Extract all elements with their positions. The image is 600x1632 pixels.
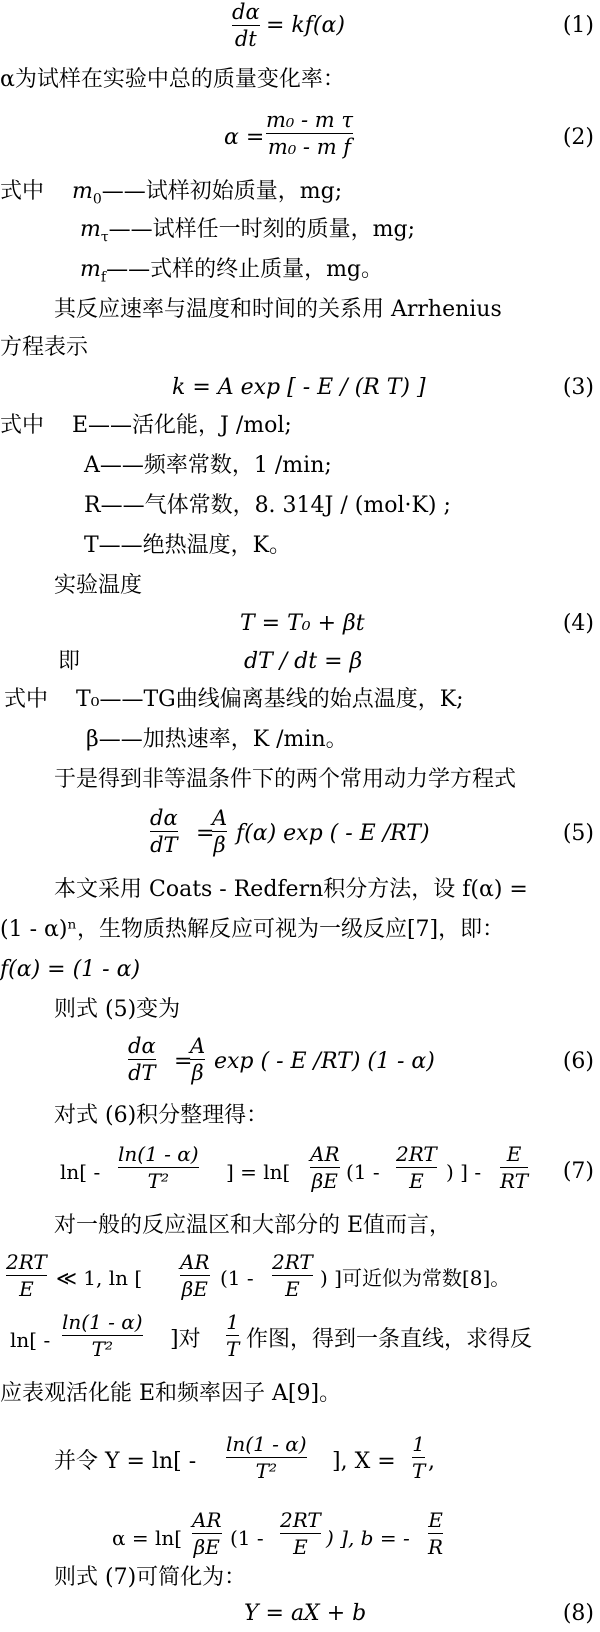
eq3: k = A exp [ - E / (R T) ] [172, 375, 426, 400]
gen-part-a: ≪ 1, ln [ [56, 1266, 143, 1290]
eq5-frac2: A β [212, 806, 228, 857]
eq6-equals: = [174, 1049, 193, 1074]
eq4b-lead: 即 [58, 649, 81, 674]
simplify-label: 则式 (7)可简化为： [54, 1565, 247, 1590]
plot-part-b: ]对 [170, 1327, 201, 1352]
eq1-fraction: dα dt [232, 0, 260, 51]
eq5-equals: = [196, 821, 215, 846]
eq6-number: (6) [562, 1049, 594, 1074]
eq1-number: (1) [562, 13, 594, 38]
gen-frac3: 2RT E [272, 1250, 313, 1301]
def2-line4: T——绝热温度，K。 [84, 533, 292, 558]
alpha-desc: α为试样在实验中总的质量变化率： [0, 67, 345, 92]
eq7-part-d: ) ] - [446, 1160, 482, 1184]
gen-part-b: (1 - [220, 1266, 254, 1290]
alpha2-frac1: AR βE [192, 1508, 222, 1559]
def1-line2: $m_\tau——$试样任一时刻的质量，mg; [80, 217, 415, 246]
arrhenius-para-line2: 方程表示 [0, 335, 89, 360]
eq1-rhs: = kf(α) [266, 13, 345, 38]
eq7-part-c: (1 - [346, 1160, 380, 1184]
eq5-rhs: f(α) exp ( - E /RT) [236, 821, 430, 846]
eq4-number: (4) [562, 611, 594, 636]
alpha2-part-a: α = ln[ [112, 1526, 183, 1550]
alpha2-part-b: (1 - [230, 1526, 264, 1550]
def2-line3: R——气体常数，8. 314J / (mol·K) ; [84, 493, 451, 518]
eq7-frac3: 2RT E [396, 1142, 437, 1193]
plot-frac2: 1 T [226, 1310, 240, 1361]
eq2-fraction: m₀ - m τ m₀ - m f [266, 108, 353, 159]
nonisothermal-para: 于是得到非等温条件下的两个常用动力学方程式 [54, 767, 517, 792]
activation-line: 应表观活化能 E和频率因子 A[9]。 [0, 1381, 342, 1406]
let-part-b: ], X = [332, 1449, 396, 1474]
eq6-rhs: exp ( - E /RT) (1 - α) [214, 1049, 435, 1074]
eq8: Y = aX + b [244, 1601, 367, 1626]
def1-line1: 式中 $m_0——$试样初始质量，mg; [0, 179, 343, 208]
def2-line2: A——频率常数，1 /min; [84, 453, 332, 478]
alpha2-frac2: 2RT E [280, 1508, 321, 1559]
eq2-number: (2) [562, 125, 594, 150]
eq7-part-b: ] = ln[ [226, 1160, 291, 1184]
gen-part-c: ) ]可近似为常数[8]。 [320, 1266, 511, 1290]
gen-frac1: 2RT E [6, 1250, 47, 1301]
alpha2-part-c: ) ], b = - [326, 1526, 410, 1550]
eq5-frac1: dα dT [150, 806, 178, 857]
eq2-lhs: α = [224, 125, 265, 150]
let-part-c: , [428, 1449, 435, 1474]
eq4: T = T₀ + βt [240, 611, 365, 636]
plot-part-a: ln[ - [10, 1328, 51, 1352]
eq6-frac2: A β [190, 1034, 206, 1085]
eq5-number: (5) [562, 821, 594, 846]
eq8-number: (8) [562, 1601, 594, 1626]
eq7-number: (7) [562, 1159, 594, 1184]
eq7-part-a: ln[ - [60, 1160, 101, 1184]
eq3-number: (3) [562, 375, 594, 400]
arrhenius-para-line1: 其反应速率与温度和时间的关系用 Arrhenius [54, 297, 502, 322]
cr-para-line2: (1 - α)ⁿ，生物质热解反应可视为一级反应[7]，即： [0, 917, 505, 942]
def3-line2: β——加热速率，K /min。 [86, 727, 348, 752]
integrate-label: 对式 (6)积分整理得： [54, 1103, 269, 1128]
then5-label: 则式 (5)变为 [54, 997, 181, 1022]
eq4b: dT / dt = β [244, 649, 363, 674]
def3-line1: 式中 T₀——TG曲线偏离基线的始点温度，K; [4, 687, 464, 712]
let-part-a: 并令 Y = ln[ - [54, 1449, 197, 1474]
def1-line3: $m_f——$式样的终止质量，mg。 [80, 257, 384, 286]
alpha2-frac3: E R [428, 1508, 444, 1559]
plot-part-c: 作图，得到一条直线，求得反 [246, 1327, 533, 1352]
gen-frac2: AR βE [180, 1250, 210, 1301]
let-frac1: ln(1 - α) T² [226, 1432, 307, 1483]
eq6-frac1: dα dT [128, 1034, 156, 1085]
general-para-line1: 对一般的反应温区和大部分的 E值而言， [54, 1213, 452, 1238]
cr-para-line1: 本文采用 Coats - Redfern积分方法，设 f(α) = [54, 877, 528, 902]
eq7-frac1: ln(1 - α) T² [118, 1142, 199, 1193]
def2-line1: 式中 E——活化能，J /mol; [0, 413, 292, 438]
temp-label: 实验温度 [54, 573, 143, 598]
plot-frac1: ln(1 - α) T² [62, 1310, 143, 1361]
cr-para-line3: f(α) = (1 - α) [0, 957, 141, 982]
eq7-frac2: AR βE [310, 1142, 340, 1193]
eq7-frac4: E RT [500, 1142, 529, 1193]
let-frac2: 1 T [412, 1432, 426, 1483]
